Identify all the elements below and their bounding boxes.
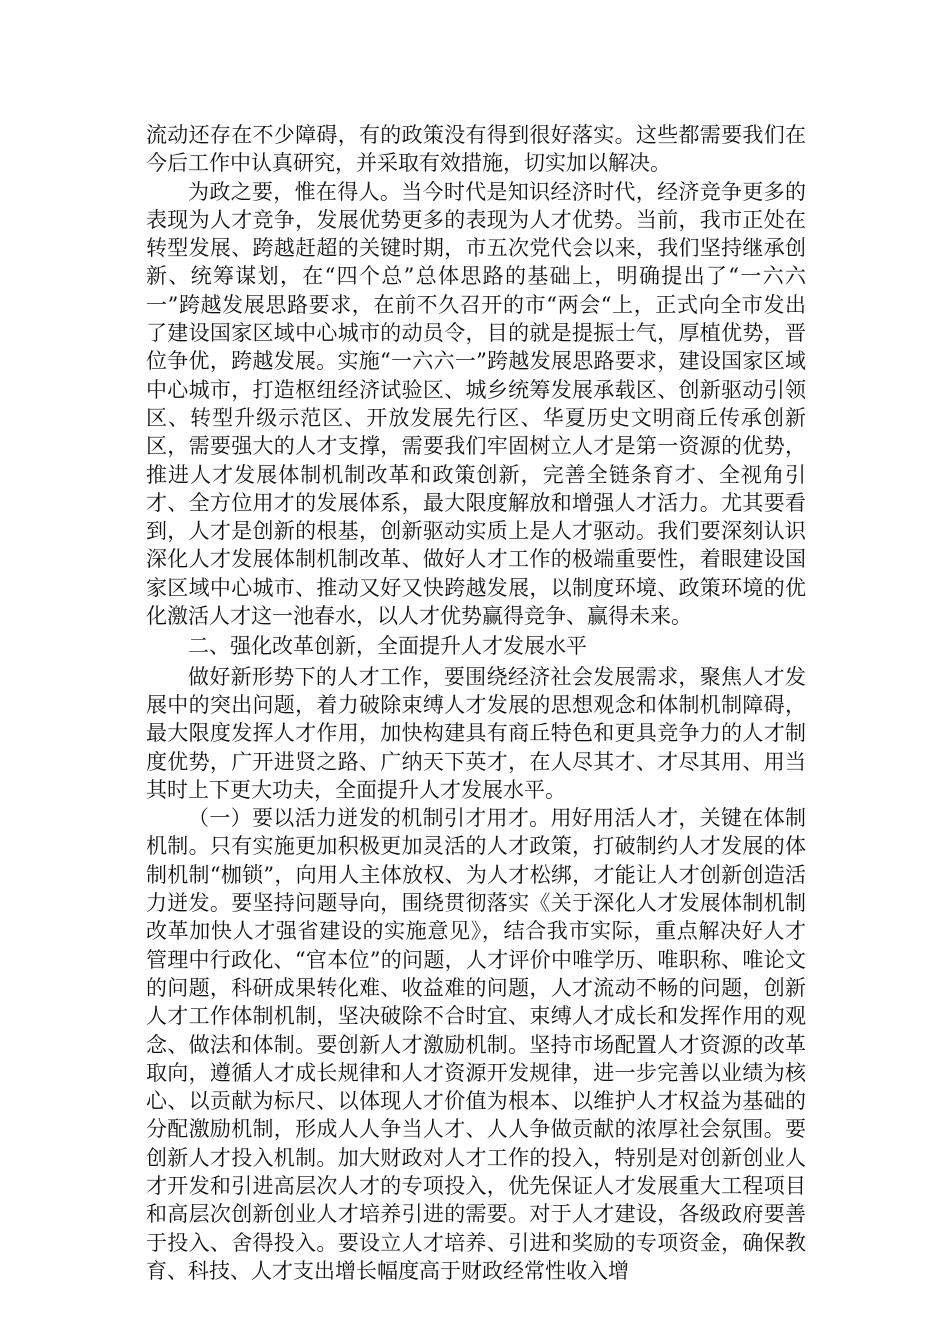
paragraph-mechanism: （一）要以活力迸发的机制引才用才。用好用活人才，关键在体制机制。只有实施更加积极更加灵活的人才政策，打破制约人才发展的体制机制“枷锁”，向用人主体放权、为人才松绑，才能让人才创新创造活力迸发。要坚持问题导向，围绕贯彻落实《关于深化人才发展体制机制改革加快人才强省建设的实施意见》，结合我市实际，重点解决好人才管理中行政化、“官本位”的问题，人才评价中唯学历、唯职称、唯论文的问题，科研成果转化难、收益难的问题，人才流动不畅的问题，创新人才工作体制机制，坚决破除不合时宜、束缚人才成长和发挥作用的观念、做法和体制。要创新人才激励机制。坚持市场配置人才资源的改革取向，遵循人才成长规律和人才资源开发规律，进一步完善以业绩为核心、以贡献为标尺、以体现人才价值为根本、以维护人才权益为基础的分配激励机制，形成人人争当人才、人人争做贡献的浓厚社会氛围。要创新人才投入机制。加大财政对人才工作的投入，特别是对创新创业人才开发和引进高层次人才的专项投入，优先保证人才发展重大工程项目和高层次创新创业人才培养引进的需要。对于人才建设，各级政府要善于投入、舍得投入。要设立人才培养、引进和奖励的专项资金，确保教育、科技、人才支出增长幅度高于财政经常性收入增 [146,806,806,1283]
document-page [146,121,806,1285]
paragraph-section-intro: 做好新形势下的人才工作，要围绕经济社会发展需求，聚焦人才发展中的突出问题，着力破除束缚人才发展的思想观念和体制机制障碍，最大限度发挥人才作用，加快构建具有商丘特色和更具竞争力的人才制度优势，广开进贤之路、广纳天下英才，在人尽其才、才尽其用、用当其时上下更大功夫，全面提升人才发展水平。 [146,664,806,802]
paragraph-talent-importance: 为政之要，惟在得人。当今时代是知识经济时代，经济竞争更多的表现为人才竞争，发展优势更多的表现为人才优势。当前，我市正处在转型发展、跨越赶超的关键时期，市五次党代会以来，我们坚持继承创新、统筹谋划，在“四个总”总体思路的基础上，明确提出了“一六六一”跨越发展思路要求，在前不久召开的市“两会“上，正式向全市发出了建设国家区域中心城市的动员令，目的就是提振士气，厚植优势，晋位争优，跨越发展。实施“一六六一”跨越发展思路要求，建设国家区域中心城市，打造枢纽经济试验区、城乡统筹发展承载区、创新驱动引领区、转型升级示范区、开放发展先行区、华夏历史文明商丘传承创新区，需要强大的人才支撑，需要我们牢固树立人才是第一资源的优势，推进人才发展体制机制改革和政策创新，完善全链条育才、全视角引才、全方位用才的发展体系，最大限度解放和增强人才活力。尤其要看到，人才是创新的根基，创新驱动实质上是人才驱动。我们要深刻认识深化人才发展体制机制改革、做好人才工作的极端重要性，着眼建设国家区域中心城市、推动又好又快跨越发展，以制度环境、政策环境的优化激活人才这一池春水，以人才优势赢得竞争、赢得未来。 [146,179,806,629]
section-heading: 二、强化改革创新，全面提升人才发展水平 [188,634,587,659]
paragraph-continuation: 流动还存在不少障碍，有的政策没有得到很好落实。这些都需要我们在今后工作中认真研究，并采取有效措施，切实加以解决。 [146,123,806,176]
